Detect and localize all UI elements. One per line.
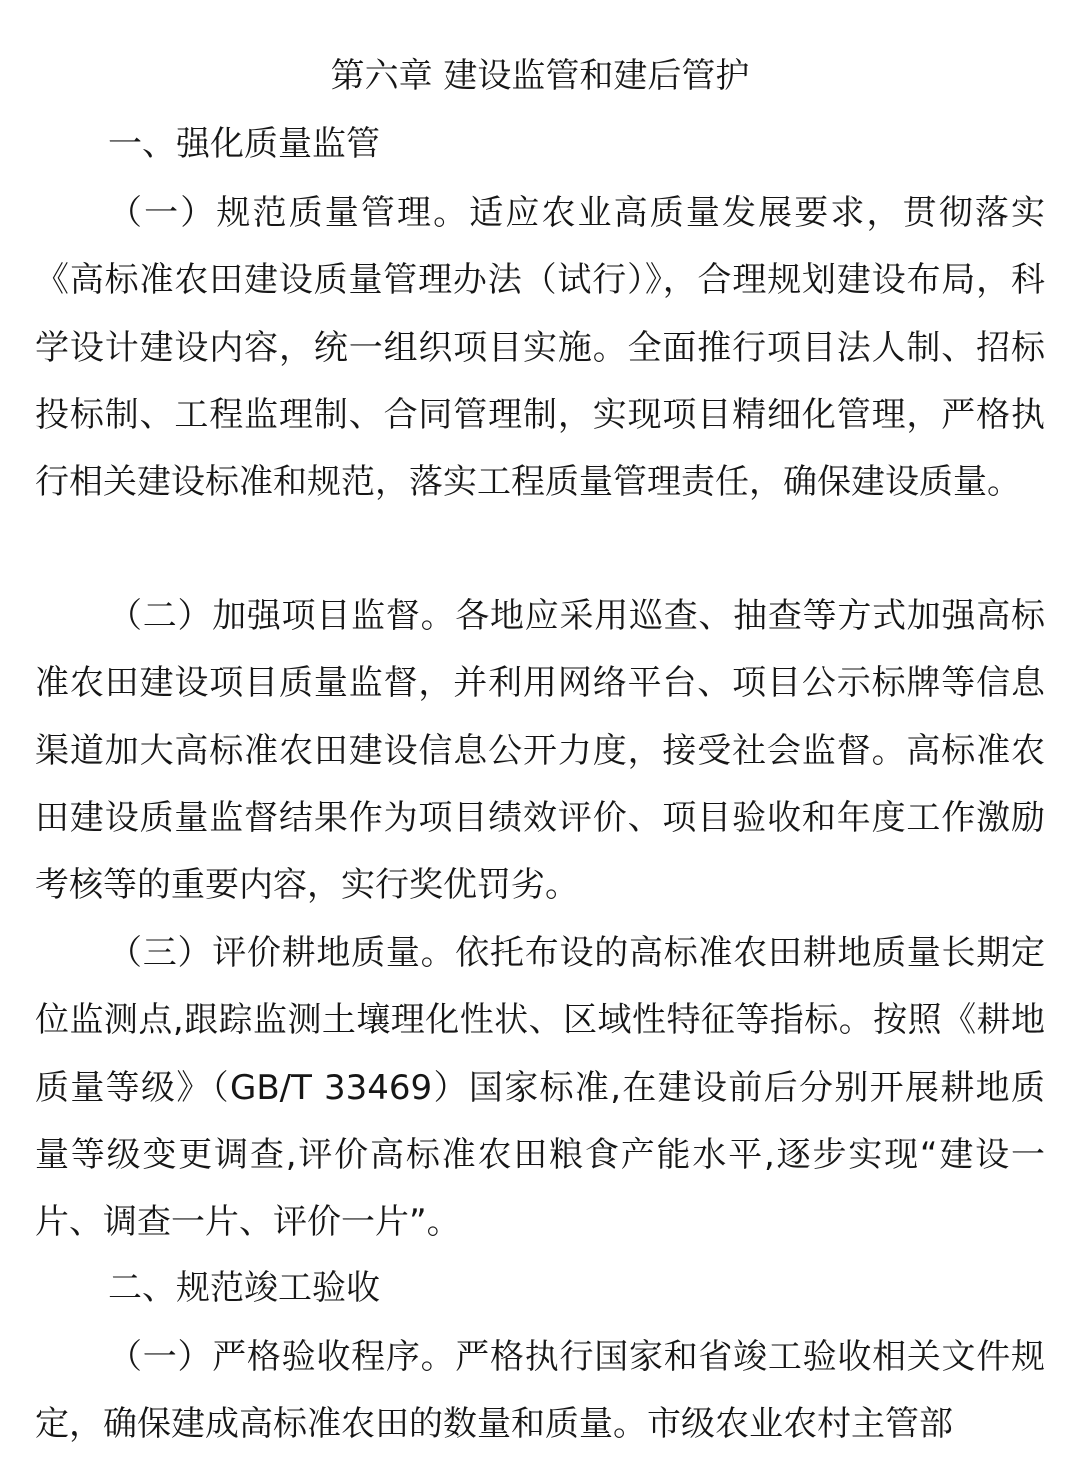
paragraph-quality-management: （一）规范质量管理。适应农业高质量发展要求，贯彻落实《高标准农田建设质量管理办法（试行）》，合理规划建设布局，科学设计建设内容，统一组织项目实施。全面推行项目法人制、招标投标制、工程监理制、合同管理制，实现项目精细化管理，严格执行相关建设标准和规范，落实工程质量管理责任，确保建设质量。 [35,193,1045,503]
section-heading-completion-acceptance: 二、规范竣工验收 [108,1268,380,1308]
paragraph-project-supervision: （二）加强项目监督。各地应采用巡查、抽查等方式加强高标准农田建设项目质量监督，并利用网络平台、项目公示标牌等信息渠道加大高标准农田建设信息公开力度，接受社会监督。高标准农田建设质量监督结果作为项目绩效评价、项目验收和年度工作激励考核等的重要内容，实行奖优罚劣。 [35,596,1045,906]
section-heading-quality-supervision: 一、强化质量监管 [108,124,380,164]
paragraph-farmland-quality-evaluation: （三）评价耕地质量。依托布设的高标准农田耕地质量长期定位监测点,跟踪监测土壤理化性状、区域性特征等指标。按照《耕地质量等级》（GB/T 33469）国家标准,在建设前后分别开展耕地质量等级变更调查,评价高标准农田粮食产能水平,逐步实现“建设一片、调查一片、评价一片”。 [35,933,1045,1243]
paragraph-acceptance-procedure: （一）严格验收程序。严格执行国家和省竣工验收相关文件规定，确保建成高标准农田的数量和质量。市级农业农村主管部 [35,1337,1045,1445]
chapter-title: 第六章 建设监管和建后管护 [330,56,750,96]
